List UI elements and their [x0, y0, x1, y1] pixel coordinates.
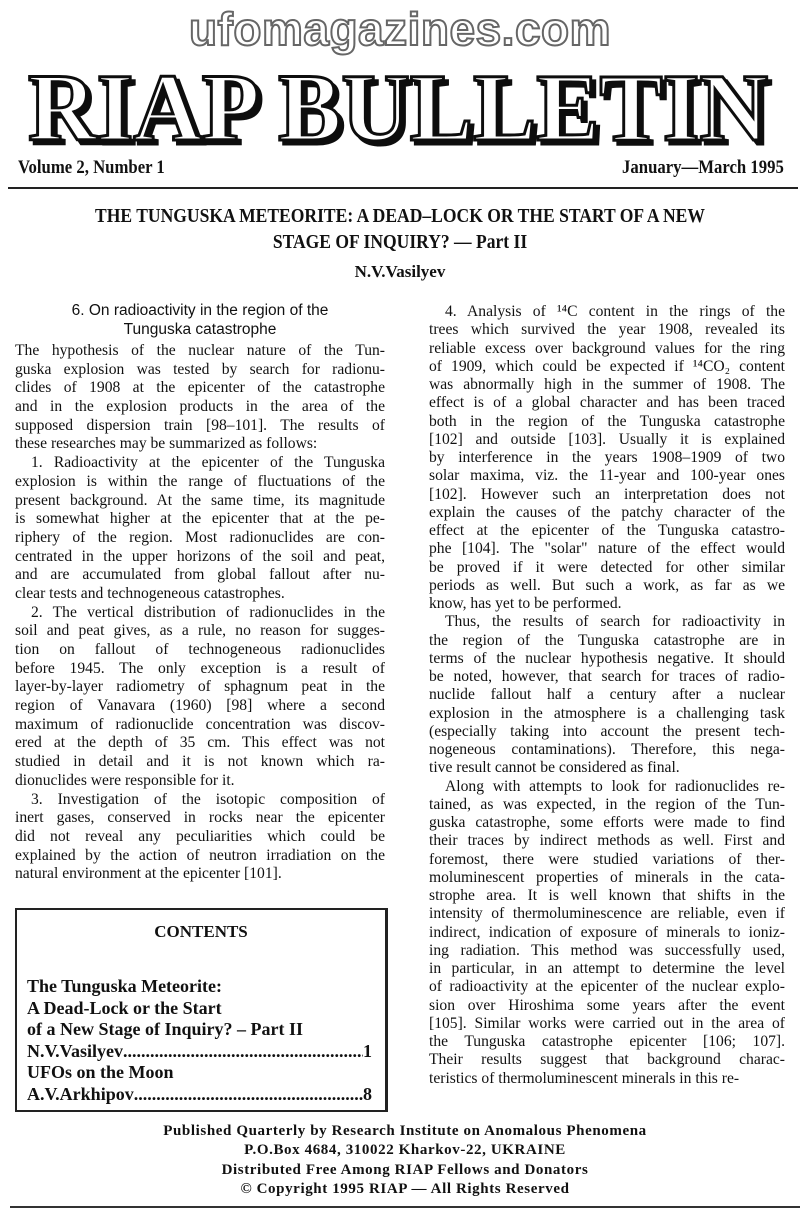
contents-entry-author: N.V.Vasilyev: [27, 1040, 124, 1061]
watermark: ufomagazines.com: [188, 3, 612, 55]
text-line: be proved if it were detected for other similar: [429, 558, 785, 576]
text-line: was abnormally high in the summer of 1908. The: [429, 376, 785, 393]
headline-line: THE TUNGUSKA METEORITE: A DEAD–LOCK OR THE START OF A NEW: [95, 206, 705, 227]
contents-entry-page: 1: [363, 1040, 372, 1061]
issue-volume: Volume 2, Number 1: [18, 157, 165, 178]
text-line: nuclide fallout half a century after a nuclear: [429, 686, 785, 704]
leader-dots: [123, 1041, 363, 1063]
text-line: guska explosion was tested by search for radionu-: [15, 360, 385, 378]
article-author: N.V.Vasilyev: [354, 262, 446, 281]
contents-box: [15, 908, 388, 1112]
text-line: be noted, however, that search for traces of radio-: [429, 668, 785, 685]
contents-entry-title: of a New Stage of Inquiry? – Part II: [27, 1019, 303, 1039]
text-line: phe [104]. The "solar" nature of the effect would: [429, 540, 785, 558]
text-line: tive result cannot be considered as final.: [429, 759, 680, 777]
footer-line: Published Quarterly by Research Institute on Anomalous Phenomena: [163, 1123, 647, 1139]
text-line: both in the region of the Tunguska catastrophe: [429, 412, 785, 430]
text-line: 2. The vertical distribution of radionuclides in the: [31, 603, 385, 621]
header-rule: [8, 187, 798, 189]
left-column: [15, 301, 385, 884]
text-line: present background. At the same time, its magnitude: [15, 491, 385, 509]
text-line: explosion in the atmosphere is a challenging task: [429, 704, 785, 722]
masthead-title: RIAP BULLETIN: [28, 62, 768, 152]
text-line: clides of 1908 at the epicenter of the catastrophe: [15, 379, 385, 397]
text-line: clear tests and technogeneous catastrophes.: [15, 584, 285, 602]
text-line: inert gases, conserved in rocks near the epicenter: [15, 809, 385, 827]
text-line: guska catastrophe, some efforts were made to find: [429, 814, 785, 831]
text-line: natural environment at the epicenter [101].: [15, 865, 282, 883]
footer-line: Distributed Free Among RIAP Fellows and Donators: [221, 1161, 589, 1178]
text-line: supposed dispersion train [98–101]. The results of: [15, 416, 385, 434]
text-line: [102] and outside [103]. Usually it is explained: [429, 430, 785, 448]
contents-entry-author: A.V.Arkhipov: [27, 1083, 134, 1104]
paragraph: [429, 778, 785, 1088]
text-line: Thus, the results of search for radioactivity in: [445, 613, 785, 631]
text-line: dionuclides were responsible for it.: [15, 771, 235, 789]
text-line: maximum of radionuclide concentration was discov-: [15, 715, 385, 733]
contents-entry-page: 8: [363, 1083, 372, 1104]
paragraph: [15, 342, 385, 454]
section-heading: [15, 301, 385, 339]
text-line: 3. Investigation of the isotopic composition of: [31, 790, 385, 808]
text-line: solar maxima, viz. the 11-year and 100-year ones: [429, 467, 785, 485]
text-line: studied in detail and it is not known which ra-: [15, 753, 385, 771]
text-line: of 1909, which could be expected if ¹⁴CO₂ content: [429, 357, 785, 375]
right-column: [429, 303, 785, 1088]
text-line: of radioactivity at the epicenter of the nuclear explo-: [429, 978, 785, 996]
text-line: effect at the epicenter of the Tunguska catastro-: [429, 522, 785, 539]
text-line: periods as well. But such a work, as far as we: [429, 576, 785, 594]
footer-line: © Copyright 1995 RIAP — All Rights Reserved: [240, 1180, 570, 1197]
text-line: know, has yet to be performed.: [429, 595, 622, 612]
text-line: intensity of thermoluminescence are reliable, even if: [429, 905, 785, 923]
contents-entry-title: The Tunguska Meteorite:: [27, 976, 223, 996]
text-line: the region of the Tunguska catastrophe are in: [429, 631, 785, 649]
contents-entry-title: A Dead-Lock or the Start: [27, 997, 222, 1018]
contents-entry-author-row: [27, 1041, 372, 1063]
paragraph: [15, 604, 385, 791]
footer-line: P.O.Box 4684, 310022 Kharkov-22, UKRAINE: [244, 1142, 566, 1159]
text-line: effect is of a global character and has been traced: [429, 394, 785, 412]
text-line: ing radiation. This method was successfully used,: [429, 941, 785, 959]
text-line: 1. Radioactivity at the epicenter of the Tunguska: [31, 454, 385, 472]
article-headline: [0, 204, 800, 256]
text-line: The hypothesis of the nuclear nature of the Tun-: [15, 342, 385, 359]
text-line: tained, as was expected, in the region of the Tun-: [429, 795, 785, 813]
text-line: reliable excess over background values for the ring: [429, 339, 785, 357]
text-line: tion on fallout of technogeneous radionuclides: [15, 641, 385, 658]
paragraph: [429, 613, 785, 777]
paragraph: [429, 303, 785, 613]
text-line: before 1945. The only exception is a result of: [15, 659, 385, 677]
text-line: did not reveal any peculiarities which could be: [15, 827, 385, 845]
text-line: layer-by-layer radiometry of sphagnum peat in the: [15, 678, 385, 696]
text-line: in particular, in an attempt to determine the level: [429, 960, 785, 977]
text-line: strophe area. It is well known that shifts in the: [429, 887, 785, 904]
right-column-body: [429, 303, 785, 1088]
publisher-footer: [0, 1122, 800, 1199]
text-line: and in the explosion products in the area of the: [15, 398, 385, 416]
text-line: these researches may be summarized as follows:: [15, 435, 318, 453]
text-line: moluminescent properties of minerals in the cata-: [429, 868, 785, 886]
issue-date: January—March 1995: [622, 157, 784, 178]
text-line: Along with attempts to look for radionuclides re-: [445, 777, 785, 795]
text-line: centrated in the upper horizons of the soil and peat,: [15, 547, 385, 565]
leader-dots: [134, 1084, 363, 1106]
text-line: and are accumulated from global fallout after nu-: [15, 566, 385, 584]
text-line: foremost, there were studied variations of ther-: [429, 850, 785, 868]
paragraph: [15, 791, 385, 884]
paragraph: [15, 454, 385, 604]
text-line: [102]. However such an interpretation does not: [429, 485, 785, 503]
contents-entry-title: UFOs on the Moon: [27, 1062, 174, 1082]
headline-line: STAGE OF INQUIRY? — Part II: [272, 232, 528, 253]
masthead-logo: [20, 62, 780, 152]
text-line: their traces by indirect methods as well. First and: [429, 832, 785, 850]
contents-list: [27, 976, 372, 1105]
text-line: region of Vanavara (1960) [98] where a second: [15, 697, 385, 715]
text-line: is somewhat higher at the epicenter that at the pe-: [15, 510, 385, 528]
section-heading-line: 6. On radioactivity in the region of the: [71, 302, 329, 319]
text-line: ered at the depth of 35 cm. This effect was not: [15, 734, 385, 752]
text-line: by interference in the years 1908–1909 of two: [429, 449, 785, 466]
text-line: [105]. Similar works were carried out in the area of: [429, 1014, 785, 1032]
text-line: terms of the nuclear hypothesis negative. It should: [429, 649, 785, 667]
text-line: riphery of the region. Most radionuclides are con-: [15, 528, 385, 546]
text-line: (especially taking into account the present tech-: [429, 722, 785, 740]
text-line: Their results suggest that background charac-: [429, 1051, 785, 1069]
contents-entry-author-row: [27, 1084, 372, 1106]
text-line: the Tunguska catastrophe epicenter [106; 107].: [429, 1033, 785, 1050]
text-line: nogeneous contaminations). Therefore, this nega-: [429, 741, 785, 758]
text-line: 4. Analysis of ¹⁴C content in the rings of the: [445, 303, 785, 320]
section-heading-line: Tunguska catastrophe: [123, 321, 277, 338]
footer-rule: [10, 1206, 800, 1208]
left-column-body: [15, 342, 385, 884]
text-line: explained by the action of neutron irradiation on the: [15, 846, 385, 864]
text-line: sion over Hiroshima some years after the event: [429, 996, 785, 1014]
text-line: explain the causes of the patchy character of the: [429, 503, 785, 521]
text-line: explosion is within the range of fluctuations of the: [15, 472, 385, 490]
contents-title: CONTENTS: [154, 922, 248, 941]
text-line: indirect, indication of exposure of minerals to ioniz-: [429, 923, 785, 941]
text-line: trees which survived the year 1908, revealed its: [429, 321, 785, 339]
text-line: teristics of thermoluminescent minerals in this re-: [429, 1069, 740, 1087]
text-line: soil and peat gives, as a rule, no reason for sugges-: [15, 622, 385, 640]
